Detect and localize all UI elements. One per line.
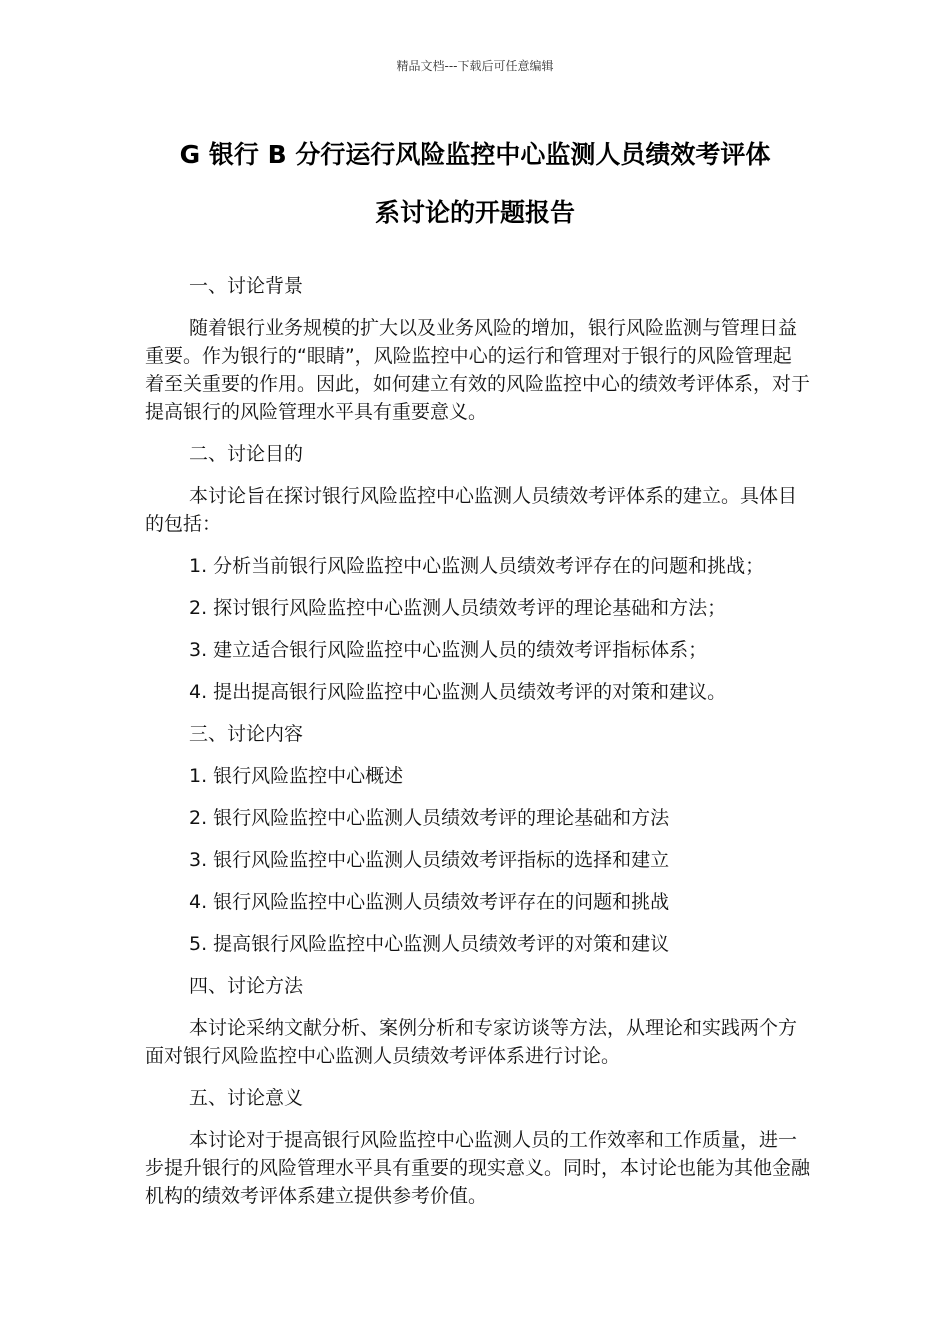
- list-item: 1. 银行风险监控中心概述: [189, 765, 404, 787]
- document-title-line-1: G 银行 B 分行运行风险监控中心监测人员绩效考评体: [179, 140, 771, 169]
- list-item: 4. 银行风险监控中心监测人员绩效考评存在的问题和挑战: [189, 891, 670, 913]
- document-title-line-2: 系讨论的开题报告: [374, 198, 575, 227]
- list-item: 5. 提高银行风险监控中心监测人员绩效考评的对策和建议: [189, 933, 670, 955]
- list-item: 2. 银行风险监控中心监测人员绩效考评的理论基础和方法: [189, 807, 670, 829]
- paragraph-significance: 本讨论对于提高银行风险监控中心监测人员的工作效率和工作质量，进一步提升银行的风险管理水平具有重要的现实意义。同时，本讨论也能为其他金融机构的绩效考评体系建立提供参考价值。: [145, 1129, 811, 1207]
- paragraph-purpose: 本讨论旨在探讨银行风险监控中心监测人员绩效考评体系的建立。具体目的包括：: [145, 485, 798, 535]
- paragraph-method: 本讨论采纳文献分析、案例分析和专家访谈等方法，从理论和实践两个方面对银行风险监控中心监测人员绩效考评体系进行讨论。: [145, 1017, 798, 1067]
- section-heading-method: 四、讨论方法: [189, 975, 304, 997]
- list-item: 1. 分析当前银行风险监控中心监测人员绩效考评存在的问题和挑战；: [189, 555, 765, 577]
- list-item: 3. 建立适合银行风险监控中心监测人员的绩效考评指标体系；: [189, 639, 708, 661]
- section-heading-purpose: 二、讨论目的: [189, 443, 304, 465]
- list-item: 4. 提出提高银行风险监控中心监测人员绩效考评的对策和建议。: [189, 681, 727, 703]
- section-heading-significance: 五、讨论意义: [189, 1087, 304, 1109]
- section-heading-background: 一、讨论背景: [189, 275, 304, 297]
- page-header: 精品文档---下载后可任意编辑: [396, 59, 554, 73]
- list-item: 2. 探讨银行风险监控中心监测人员绩效考评的理论基础和方法；: [189, 597, 727, 619]
- paragraph-background: 随着银行业务规模的扩大以及业务风险的增加，银行风险监测与管理日益重要。作为银行的“眼睛”，风险监控中心的运行和管理对于银行的风险管理起着至关重要的作用。因此，如何建立有效的风险监控中心的绩效考评体系，对于提高银行的风险管理水平具有重要意义。: [145, 317, 811, 423]
- section-heading-content: 三、讨论内容: [189, 723, 304, 745]
- list-item: 3. 银行风险监控中心监测人员绩效考评指标的选择和建立: [189, 849, 670, 871]
- document-body: [145, 272, 810, 1210]
